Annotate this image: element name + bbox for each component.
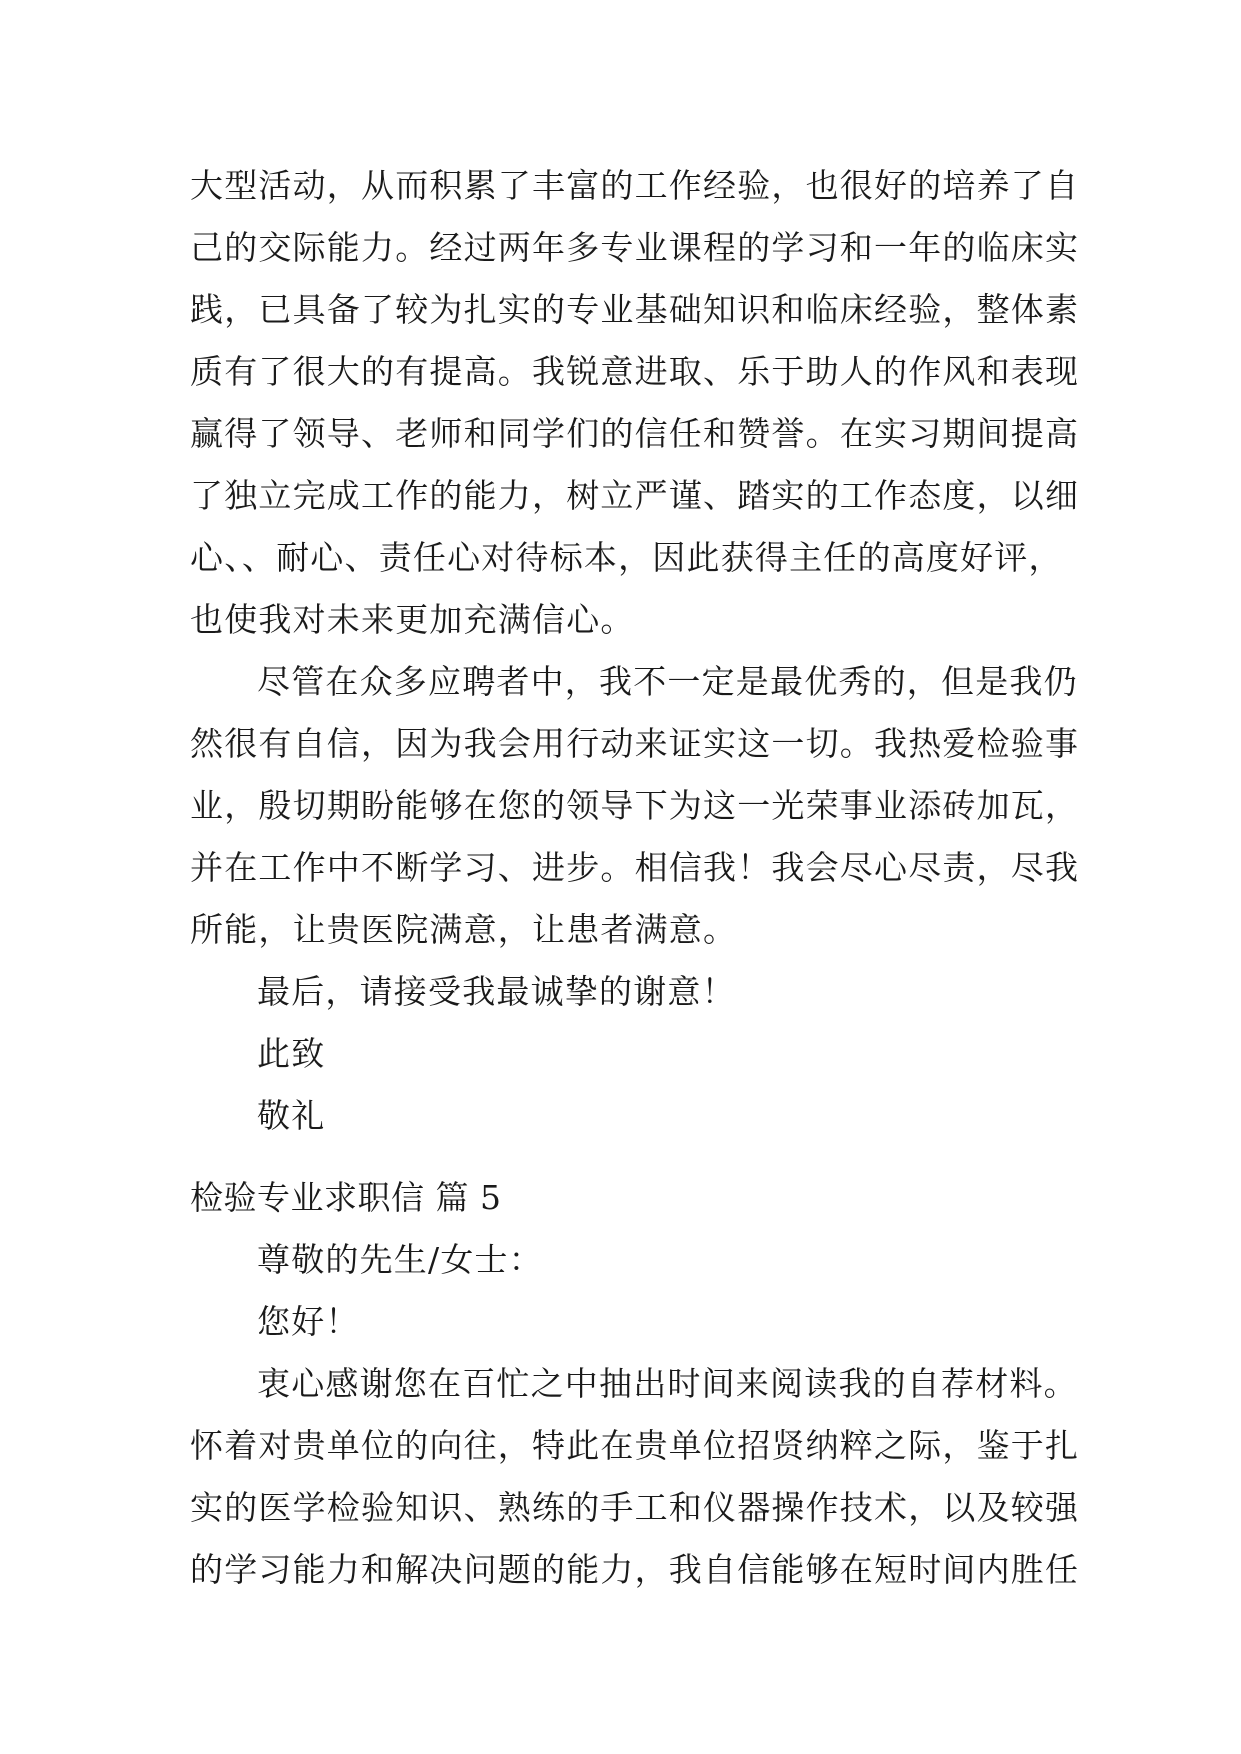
paragraph-line: 己的交际能力。经过两年多专业课程的学习和一年的临床实	[190, 228, 1080, 267]
closing-line: 最后，请接受我最诚挚的谢意！	[257, 972, 736, 1011]
paragraph-line: 质有了很大的有提高。我锐意进取、乐于助人的作风和表现	[190, 352, 1080, 391]
paragraph-line: 业，殷切期盼能够在您的领导下为这一光荣事业添砖加瓦，	[190, 786, 1080, 825]
paragraph-line: 然很有自信，因为我会用行动来证实这一切。我热爱检验事	[190, 724, 1080, 763]
paragraph-line: 并在工作中不断学习、进步。相信我！我会尽心尽责，尽我	[190, 848, 1080, 887]
paragraph-line: 衷心感谢您在百忙之中抽出时间来阅读我的自荐材料。	[257, 1364, 1078, 1403]
paragraph-line: 赢得了领导、老师和同学们的信任和赞誉。在实习期间提高	[190, 414, 1080, 453]
paragraph-line: 所能，让贵医院满意，让患者满意。	[190, 910, 738, 949]
section-heading: 检验专业求职信 篇 5	[190, 1178, 502, 1217]
salutation-line: 此致	[257, 1034, 326, 1073]
salutation-line: 敬礼	[257, 1096, 326, 1135]
paragraph-line: 尽管在众多应聘者中，我不一定是最优秀的，但是我仍	[257, 662, 1078, 701]
greeting-line: 您好！	[257, 1302, 360, 1341]
paragraph-line: 践，已具备了较为扎实的专业基础知识和临床经验，整体素	[190, 290, 1080, 329]
paragraph-line: 也使我对未来更加充满信心。	[190, 600, 635, 639]
paragraph-line: 的学习能力和解决问题的能力，我自信能够在短时间内胜任	[190, 1550, 1080, 1589]
paragraph-line: 实的医学检验知识、熟练的手工和仪器操作技术，以及较强	[190, 1488, 1080, 1527]
paragraph-line: 怀着对贵单位的向往，特此在贵单位招贤纳粹之际，鉴于扎	[190, 1426, 1080, 1465]
paragraph-line: 大型活动，从而积累了丰富的工作经验，也很好的培养了自	[190, 166, 1080, 205]
greeting-line: 尊敬的先生/女士：	[257, 1240, 543, 1279]
paragraph-line: 了独立完成工作的能力，树立严谨、踏实的工作态度，以细	[190, 476, 1080, 515]
paragraph-line: 心、、耐心、责任心对待标本，因此获得主任的高度好评，	[190, 538, 1063, 577]
